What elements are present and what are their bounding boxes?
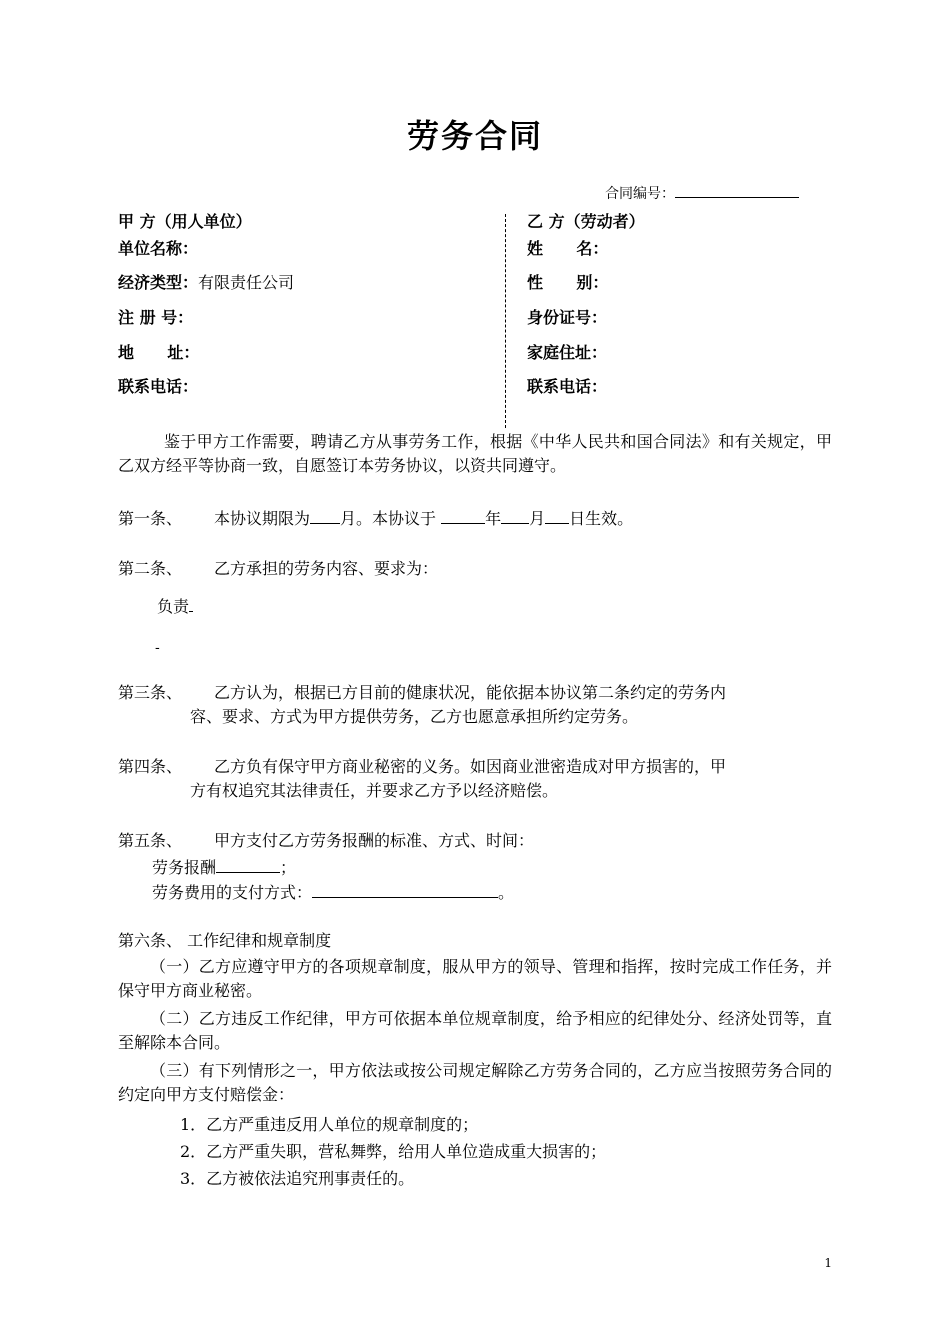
clause-5-text: 甲方支付乙方劳务报酬的标准、方式、时间： (214, 831, 535, 850)
party-b-id-label: 身份证号： (527, 308, 608, 327)
clause-4-number: 第四条、 (118, 757, 183, 776)
party-a-name-label: 单位名称： (118, 239, 199, 258)
year-blank (441, 506, 485, 524)
party-a-type-label: 经济类型： (118, 273, 199, 292)
months-blank (310, 506, 340, 524)
clause-1-number: 第一条、 (118, 509, 183, 528)
clause-4-line-2: 方有权追究其法律责任，并要求乙方予以经济赔偿。 (190, 781, 559, 800)
party-a-address-label: 地 址： (118, 343, 200, 362)
clause-1 (118, 506, 832, 531)
clause-1-text-d: 月 (529, 509, 546, 528)
clause-2-number: 第二条、 (118, 559, 183, 578)
clause-1-text-c: 年 (485, 509, 502, 528)
party-b-heading: 乙 方（劳动者） (527, 212, 645, 231)
clause-3 (118, 681, 832, 729)
party-a-heading: 甲 方（用人单位） (118, 212, 252, 231)
payment-method-blank (312, 880, 498, 898)
party-a-phone-label: 联系电话： (118, 377, 199, 396)
payment-method-line (152, 880, 514, 904)
clause-4 (118, 755, 832, 803)
clause-6-sub-1: （一）乙方应遵守甲方的各项规章制度，服从甲方的领导、管理和指挥，按时完成工作任务，并保守甲方商业秘密。 (118, 957, 832, 1000)
clause-5 (118, 829, 832, 853)
document-title: 劳务合同 (406, 117, 543, 155)
contract-number-label: 合同编号： (605, 186, 675, 202)
party-a-reg-label: 注 册 号： (118, 308, 194, 327)
contract-number (605, 180, 799, 204)
page-number: 1 (824, 1256, 832, 1270)
clause-5-number: 第五条、 (118, 831, 183, 850)
clause-1-text-e: 日生效。 (569, 509, 634, 528)
payment-method-end: 。 (498, 883, 515, 902)
clause-2-item-2: - (155, 640, 160, 656)
clause-6-sub-2: （二）乙方违反工作纪律，甲方可依据本单位规章制度，给予相应的纪律处分、经济处罚等，直至解除本合同。 (118, 1009, 832, 1052)
contract-number-blank (675, 180, 799, 198)
party-b-gender-label: 性 别： (527, 273, 609, 292)
clause-2-text: 乙方承担的劳务内容、要求为： (214, 559, 439, 578)
clause-6-sub-3: （三）有下列情形之一，甲方依法或按公司规定解除乙方劳务合同的，乙方应当按照劳务合同的约定向甲方支付赔偿金： (118, 1061, 832, 1104)
clause-3-line-2: 容、要求、方式为甲方提供劳务，乙方也愿意承担所约定劳务。 (190, 707, 639, 726)
service-fee-label: 劳务报酬 (152, 858, 217, 877)
clause-6-item-2: 2．乙方严重失职，营私舞弊，给用人单位造成重大损害的； (180, 1142, 607, 1161)
party-a-type (118, 272, 294, 294)
clause-3-number: 第三条、 (118, 683, 183, 702)
party-b-name-label: 姓 名： (527, 239, 609, 258)
service-fee-line (152, 855, 296, 879)
clause-3-line-1: 乙方认为，根据已方目前的健康状况，能依据本协议第二条约定的劳务内 (214, 683, 727, 702)
clause-2 (118, 557, 832, 581)
clause-2-item-1-blank (189, 594, 193, 612)
clause-2-item-1-text: 负责 (157, 597, 190, 616)
clause-1-text-a: 本协议期限为 (214, 509, 311, 528)
clause-6-item-3: 3．乙方被依法追究刑事责任的。 (180, 1169, 415, 1188)
clause-1-text-b: 月。本协议于 (340, 509, 442, 528)
clause-4-line-1: 乙方负有保守甲方商业秘密的义务。如因商业泄密造成对甲方损害的，甲 (214, 757, 727, 776)
party-b-address-label: 家庭住址： (527, 343, 608, 362)
preamble-paragraph: 鉴于甲方工作需要，聘请乙方从事劳务工作，根据《中华人民共和国合同法》和有关规定，甲乙双方经平等协商一致，自愿签订本劳务协议，以资共同遵守。 (118, 432, 832, 475)
clause-2-item-1 (157, 594, 193, 618)
party-a-type-value: 有限责任公司 (198, 273, 295, 292)
service-fee-blank (216, 855, 280, 873)
day-blank (545, 506, 569, 524)
party-divider (505, 214, 506, 428)
clause-6-item-1: 1．乙方严重违反用人单位的规章制度的； (180, 1115, 479, 1134)
party-b-phone-label: 联系电话： (527, 377, 608, 396)
payment-method-label: 劳务费用的支付方式： (152, 883, 313, 902)
clause-6-heading: 第六条、 工作纪律和规章制度 (118, 931, 332, 950)
month-blank (501, 506, 529, 524)
service-fee-end: ； (280, 858, 297, 877)
